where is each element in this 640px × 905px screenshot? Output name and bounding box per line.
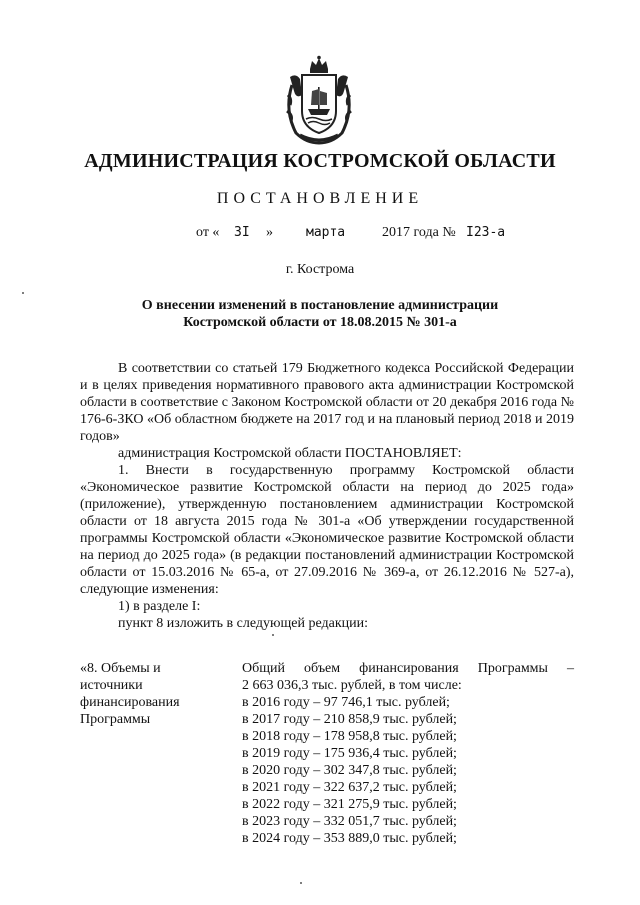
year-amount: в 2018 году – 178 958,8 тыс. рублей;: [242, 729, 457, 744]
year-amount: в 2023 году – 332 051,7 тыс. рублей;: [242, 814, 457, 829]
document-subject: [0, 297, 640, 331]
organization-title: АДМИНИСТРАЦИЯ КОСТРОМСКОЙ ОБЛАСТИ: [84, 150, 556, 172]
label-line: источники: [80, 678, 143, 693]
paragraph-1: В соответствии со статьей 179 Бюджетного кодекса Российской Федерации и в целях приведения нормативного правового акта администрации Костромской области в соответствие с Законом Костромской области от 20 декабря 2016 года № 176-6-ЗКО «Об областном бюджете на 2017 год и на плановый период 2018 и 2019 годов»: [80, 361, 574, 444]
scan-speck: [22, 292, 24, 294]
financing-table-values: [242, 660, 574, 847]
paragraph-3: 1. Внести в государственную программу Костромской области «Экономическое развитие Костромской области на период до 2025 года» (приложение), утвержденную постановлением администрации Костромской области от 18 августа 2015 года № 301-а «Об утверждении государственной программы Костромской области «Экономическое развитие Костромской области на период до 2025 года» (в редакции постановлений администрации Костромской области от 15.03.2016 № 65-а, от 27.09.2016 № 369-а, от 26.12.2016 № 527-а), следующие изменения:: [80, 463, 574, 597]
year-amount: в 2021 году – 322 637,2 тыс. рублей;: [242, 780, 457, 795]
scan-speck: [300, 882, 302, 884]
document-type: ПОСТАНОВЛЕНИЕ: [216, 190, 424, 207]
paragraph-2: администрация Костромской области ПОСТАНОВЛЯЕТ:: [118, 446, 462, 461]
date-year: 2017 года №: [382, 225, 456, 240]
total-financing-line-1: Общий объем финансирования Программы –: [242, 661, 574, 676]
label-line: «8. Объемы и: [80, 661, 161, 676]
date-day: 3I: [234, 225, 250, 240]
coat-of-arms-icon: [282, 55, 356, 145]
paragraph-4: 1) в разделе I:: [118, 599, 201, 614]
financing-table-label: [80, 660, 230, 728]
document-body: [80, 360, 574, 632]
year-amount: в 2016 году – 97 746,1 тыс. рублей;: [242, 695, 450, 710]
date-month: марта: [306, 225, 346, 240]
date-prefix: от «: [196, 225, 220, 240]
scan-speck: [272, 634, 274, 636]
year-amount: в 2017 году – 210 858,9 тыс. рублей;: [242, 712, 457, 727]
paragraph-5: пункт 8 изложить в следующей редакции:: [118, 616, 368, 631]
year-amount: в 2019 году – 175 936,4 тыс. рублей;: [242, 746, 457, 761]
date-close-quote: »: [266, 225, 273, 240]
total-financing-line-2: 2 663 036,3 тыс. рублей, в том числе:: [242, 678, 462, 693]
label-line: финансирования: [80, 695, 180, 710]
document-number: I23-а: [466, 225, 506, 240]
year-amount: в 2020 году – 302 347,8 тыс. рублей;: [242, 763, 457, 778]
year-amount: в 2022 году – 321 275,9 тыс. рублей;: [242, 797, 457, 812]
subject-line-1: О внесении изменений в постановление администрации: [141, 298, 499, 313]
year-amount: в 2024 году – 353 889,0 тыс. рублей;: [242, 831, 457, 846]
subject-line-2: Костромской области от 18.08.2015 № 301-а: [183, 315, 457, 330]
city: г. Кострома: [285, 262, 355, 277]
label-line: Программы: [80, 712, 151, 727]
